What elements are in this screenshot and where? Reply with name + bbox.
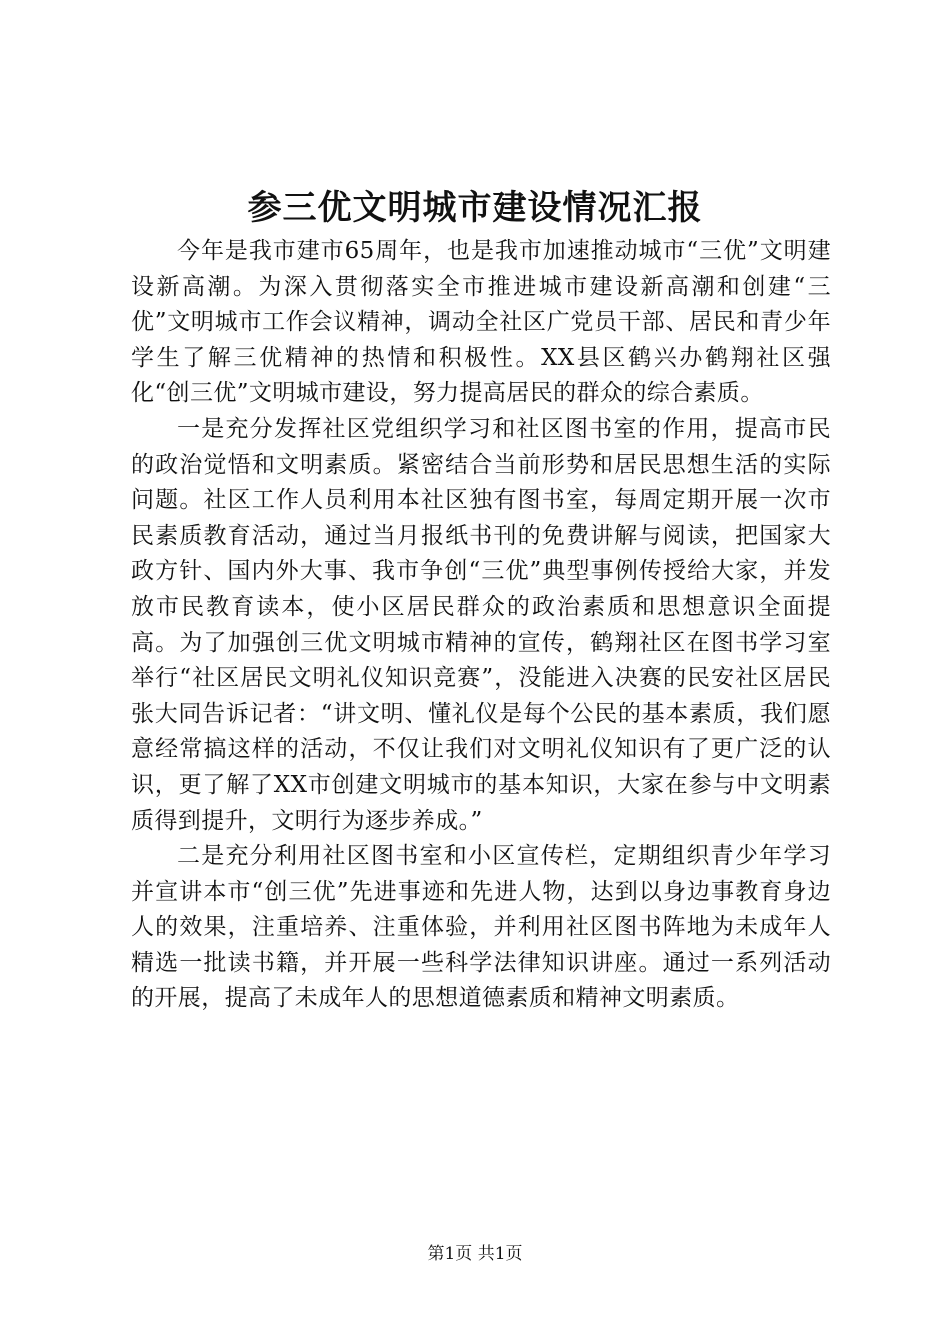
paragraph-point-two: 二是充分利用社区图书室和小区宣传栏，定期组织青少年学习并宣讲本市“创三优”先进事迹和先进人物，达到以身边事教育身边人的效果，注重培养、注重体验，并利用社区图书阵地为未成年人精选一批读书籍，并开展一些科学法律知识讲座。通过一系列活动的开展，提高了未成年人的思想道德素质和精神文明素质。 (131, 843, 831, 1012)
document-title: 参三优文明城市建设情况汇报 (247, 188, 703, 228)
paragraph-intro: 今年是我市建市65周年，也是我市加速推动城市“三优”文明建设新高潮。为深入贯彻落实全市推进城市建设新高潮和创建“三优”文明城市工作会议精神，调动全社区广党员干部、居民和青少年学生了解三优精神的热情和积极性。XX县区鹤兴办鹤翔社区强化“创三优”文明城市建设，努力提高居民的群众的综合素质。 (131, 238, 831, 407)
page-footer: 第1页 共1页 (427, 1244, 523, 1264)
document-body (131, 234, 831, 1017)
paragraph-point-one: 一是充分发挥社区党组织学习和社区图书室的作用，提高市民的政治觉悟和文明素质。紧密结合当前形势和居民思想生活的实际问题。社区工作人员利用本社区独有图书室，每周定期开展一次市民素质教育活动，通过当月报纸书刊的免费讲解与阅读，把国家大政方针、国内外大事、我市争创“三优”典型事例传授给大家，并发放市民教育读本，使小区居民群众的政治素质和思想意识全面提高。为了加强创三优文明城市精神的宣传，鹤翔社区在图书学习室举行“社区居民文明礼仪知识竞赛”，没能进入决赛的民安社区居民张大同告诉记者：“讲文明、懂礼仪是每个公民的基本素质，我们愿意经常搞这样的活动，不仅让我们对文明礼仪知识有了更广泛的认识，更了解了XX市创建文明城市的基本知识，大家在参与中文明素质得到提升，文明行为逐步养成。” (131, 415, 831, 834)
